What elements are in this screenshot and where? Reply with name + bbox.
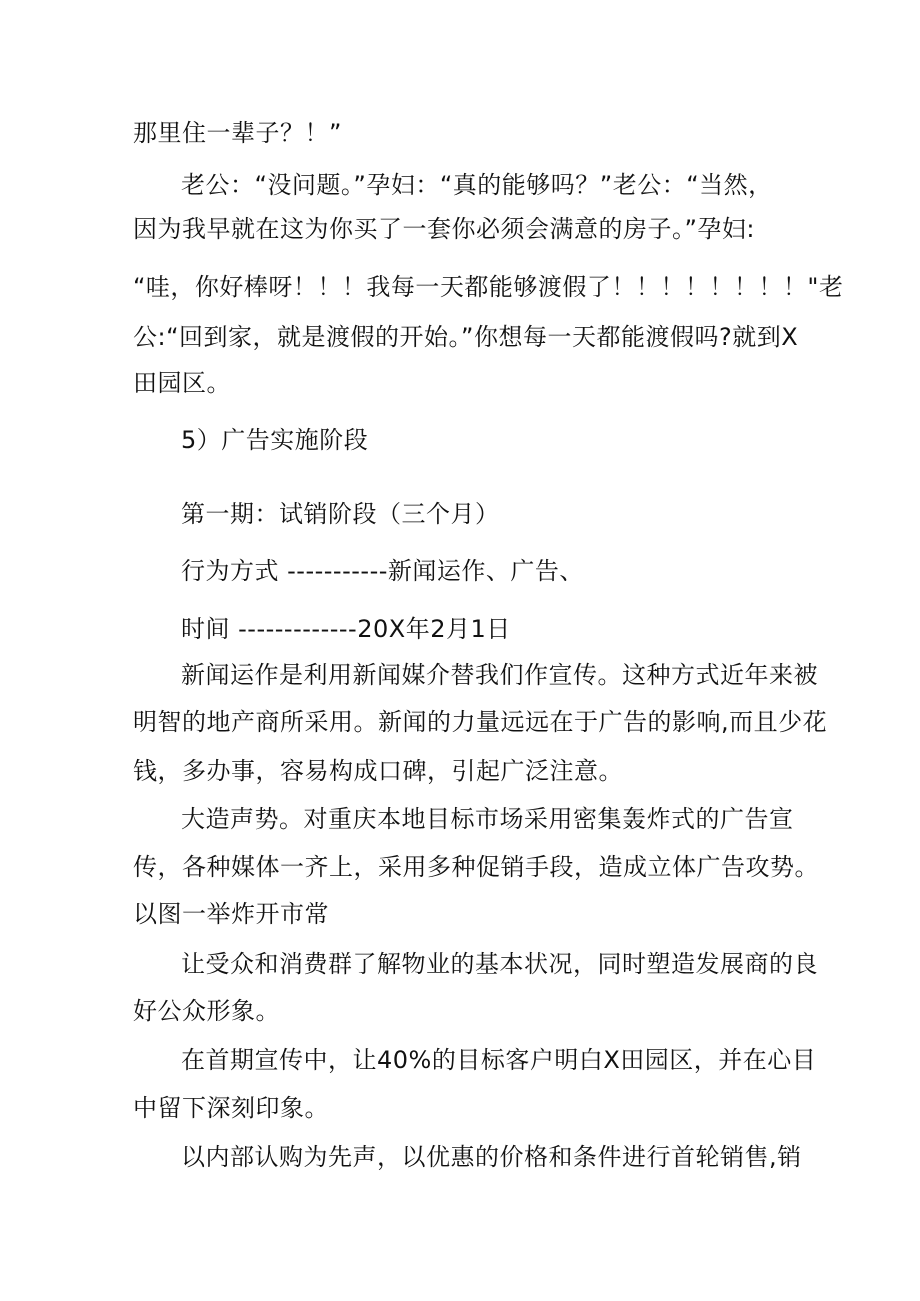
text-line: 以内部认购为先声，以优惠的价格和条件进行首轮销售,销	[181, 1143, 802, 1171]
phase-heading: 第一期：试销阶段（三个月）	[181, 500, 500, 528]
text-line: 以图一举炸开市常	[133, 900, 329, 928]
text-line: 公:“回到家，就是渡假的开始。”你想每一天都能渡假吗?就到X	[133, 323, 799, 351]
text-line: 明智的地产商所采用。新闻的力量远远在于广告的影响,而且少花	[133, 708, 828, 736]
text-line: 传，各种媒体一齐上，采用多种促销手段，造成立体广告攻势。	[133, 853, 819, 881]
text-line: 让受众和消费群了解物业的基本状况，同时塑造发展商的良	[181, 950, 818, 978]
text-line: 因为我早就在这为你买了一套你必须会满意的房子。”孕妇:	[133, 215, 756, 243]
text-line: 中留下深刻印象。	[133, 1094, 329, 1122]
text-line: 老公：“没问题。”孕妇：“真的能够吗？”老公：“当然，	[181, 171, 773, 199]
text-line: 田园区。	[133, 369, 231, 397]
time-line: 时间 -------------20X年2月1日	[181, 615, 511, 643]
text-line: 大造声势。对重庆本地目标市场采用密集轰炸式的广告宣	[181, 805, 794, 833]
text-line: “哇，你好棒呀！！！我每一天都能够渡假了！！！！！！！！"老	[133, 273, 844, 301]
method-line: 行为方式 -----------新闻运作、广告、	[181, 557, 584, 585]
text-line: 那里住一辈子？！”	[133, 119, 342, 147]
text-line: 在首期宣传中，让40%的目标客户明白X田园区，并在心目	[181, 1046, 817, 1074]
text-line: 新闻运作是利用新闻媒介替我们作宣传。这种方式近年来被	[181, 661, 818, 689]
section-heading: 5）广告实施阶段	[181, 426, 369, 454]
text-line: 钱，多办事，容易构成口碑，引起广泛注意。	[133, 757, 623, 785]
text-line: 好公众形象。	[133, 997, 280, 1025]
